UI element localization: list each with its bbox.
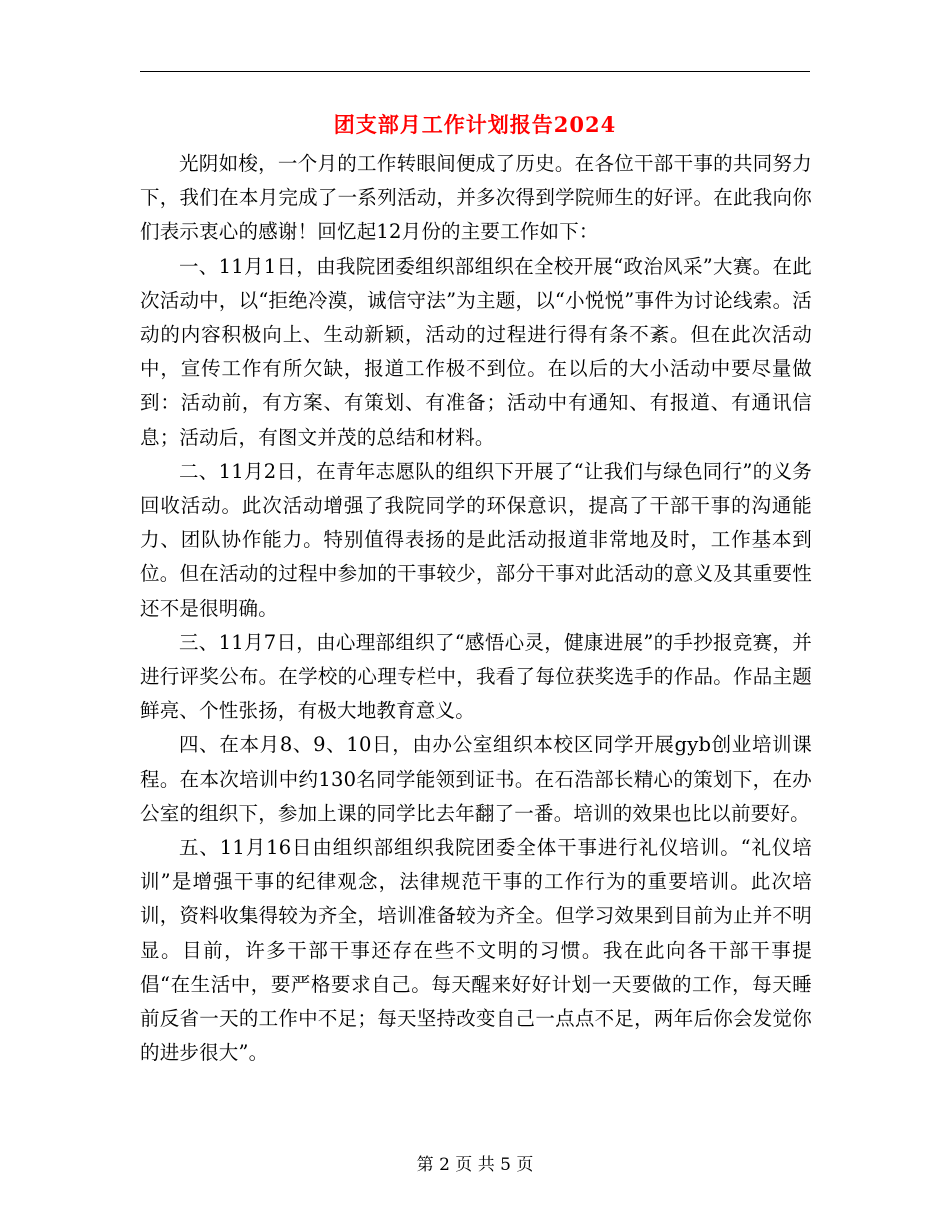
document-title: 团支部月工作计划报告2024 [333, 112, 617, 137]
paragraph-item-5: 五、11月16日由组织部组织我院团委全体干事进行礼仪培训。“礼仪培训”是增强干事的纪律观念，法律规范干事的工作行为的重要培训。此次培训，资料收集得较为齐全，培训准备较为齐全。但学习效果到目前为止并不明显。目前，许多干部干事还存在些不文明的习惯。我在此向各干部干事提倡“在生活中，要严格要求自己。每天醒来好好计划一天要做的工作，每天睡前反省一天的工作中不足；每天坚持改变自己一点点不足，两年后你会发觉你的进步很大”。 [140, 836, 812, 1065]
paragraph-item-3: 三、11月7日，由心理部组织了“感悟心灵，健康进展”的手抄报竞赛，并进行评奖公布。在学校的心理专栏中，我看了每位获奖选手的作品。作品主题鲜亮、个性张扬，有极大地教育意义。 [140, 630, 812, 723]
page-number-footer: 第 2 页 共 5 页 [416, 1155, 534, 1175]
paragraph-item-1: 一、11月1日，由我院团委组织部组织在全校开展“政治风采”大赛。在此次活动中，以“拒绝冷漠，诚信守法”为主题，以“小悦悦”事件为讨论线索。活动的内容积极向上、生动新颖，活动的过程进行得有条不紊。但在此次活动中，宣传工作有所欠缺，报道工作极不到位。在以后的大小活动中要尽量做到：活动前，有方案、有策划、有准备；活动中有通知、有报道、有通讯信息；活动后，有图文并茂的总结和材料。 [140, 254, 812, 449]
header-rule [140, 71, 810, 72]
paragraph-item-2: 二、11月2日，在青年志愿队的组织下开展了“让我们与绿色同行”的义务回收活动。此次活动增强了我院同学的环保意识，提高了干部干事的沟通能力、团队协作能力。特别值得表扬的是此活动报道非常地及时，工作基本到位。但在活动的过程中参加的干事较少，部分干事对此活动的意义及其重要性还不是很明确。 [140, 459, 812, 620]
paragraph-intro: 光阴如梭，一个月的工作转眼间便成了历史。在各位干部干事的共同努力下，我们在本月完成了一系列活动，并多次得到学院师生的好评。在此我向你们表示衷心的感谢！回忆起12月份的主要工作如下： [140, 152, 812, 244]
document-body [140, 147, 812, 1070]
paragraph-item-4: 四、在本月8、9、10日，由办公室组织本校区同学开展gyb创业培训课程。在本次培训中约130名同学能领到证书。在石浩部长精心的策划下，在办公室的组织下，参加上课的同学比去年翻了一番。培训的效果也比以前要好。 [140, 733, 812, 825]
